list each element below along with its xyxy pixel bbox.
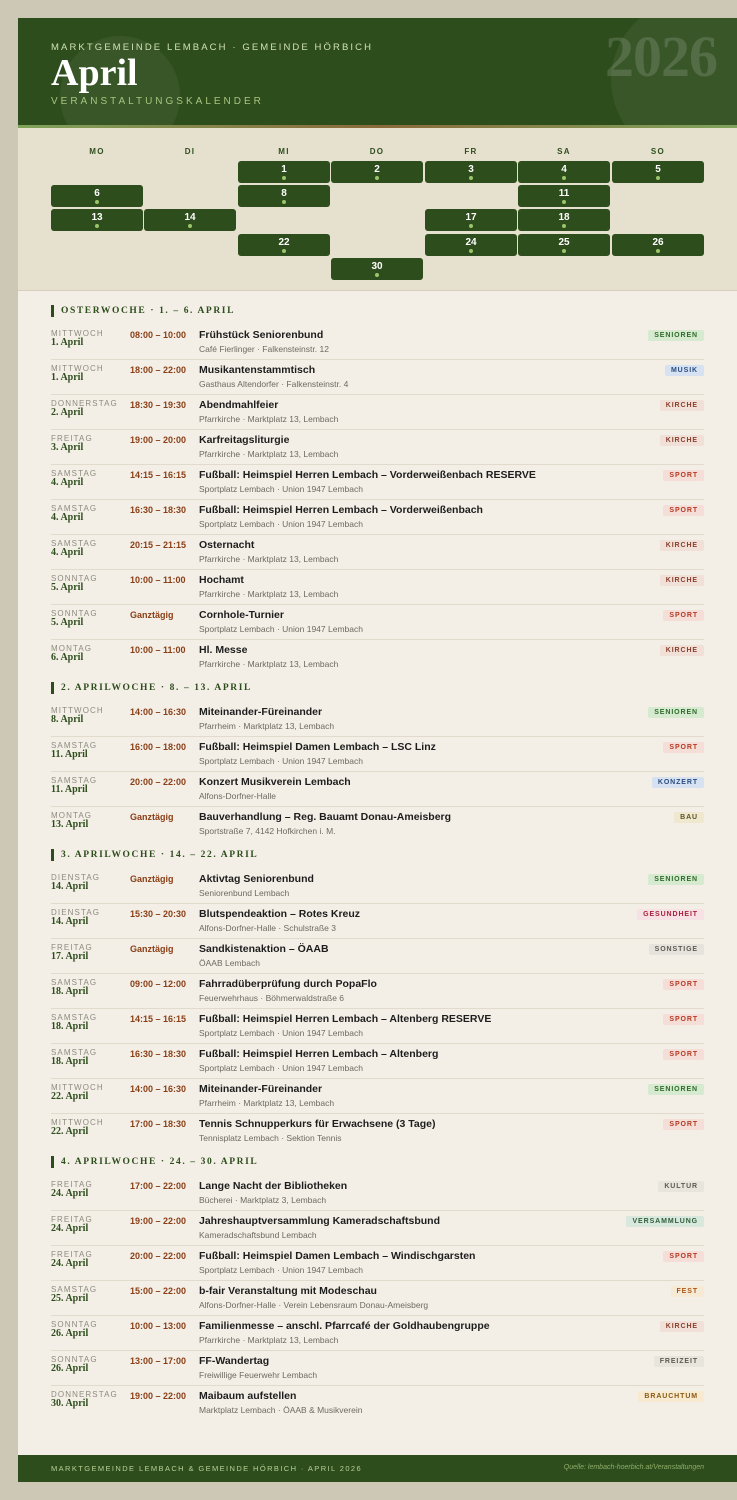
calendar-day-event[interactable]: [425, 161, 517, 183]
event-title: Fußball: Heimspiel Herren Lembach – Vorderweißenbach: [199, 504, 483, 516]
event-row[interactable]: [51, 1044, 704, 1079]
event-time: 20:15 – 21:15: [130, 540, 187, 550]
event-date: 24. April: [51, 1223, 89, 1234]
event-weekday: FREITAG: [51, 1180, 93, 1189]
event-title: Aktivtag Seniorenbund: [199, 873, 314, 885]
event-rows: [51, 325, 704, 675]
event-location: Alfons-Dorfner-Halle · Verein Lebensraum Donau-Ameisberg: [199, 1300, 429, 1310]
event-category-badge: FREIZEIT: [654, 1356, 704, 1367]
event-title: Fußball: Heimspiel Damen Lembach – LSC Linz: [199, 741, 436, 753]
event-weekday: SONNTAG: [51, 609, 98, 618]
event-location: Sportplatz Lembach · Union 1947 Lembach: [199, 1265, 363, 1275]
event-category-badge: MUSIK: [665, 365, 704, 376]
event-category-badge: SPORT: [663, 505, 704, 516]
event-row[interactable]: [51, 1009, 704, 1044]
week-section: [51, 305, 704, 675]
event-time: Ganztägig: [130, 944, 174, 954]
calendar-day-event[interactable]: [612, 161, 704, 183]
event-weekday: FREITAG: [51, 1215, 93, 1224]
event-row[interactable]: [51, 1351, 704, 1386]
event-dot-icon: [469, 224, 473, 228]
event-category-badge: GESUNDHEIT: [637, 909, 704, 920]
event-location: Sportplatz Lembach · Union 1947 Lembach: [199, 484, 363, 494]
event-location: Seniorenbund Lembach: [199, 888, 290, 898]
event-time: 17:00 – 18:30: [130, 1119, 187, 1129]
event-category-badge: KONZERT: [652, 777, 704, 788]
event-date: 11. April: [51, 749, 88, 760]
event-location: Feuerwehrhaus · Böhmerwaldstraße 6: [199, 993, 345, 1003]
event-date: 22. April: [51, 1126, 89, 1137]
event-dot-icon: [375, 176, 379, 180]
event-category-badge: SENIOREN: [648, 1084, 704, 1095]
event-location: Sportplatz Lembach · Union 1947 Lembach: [199, 1028, 363, 1038]
event-category-badge: SENIOREN: [648, 707, 704, 718]
event-row[interactable]: [51, 570, 704, 605]
calendar-day-number: 2: [374, 164, 380, 175]
event-date: 24. April: [51, 1188, 89, 1199]
event-location: Sportplatz Lembach · Union 1947 Lembach: [199, 624, 363, 634]
event-title: Karfreitagsliturgie: [199, 434, 290, 446]
weekday-header: DI: [184, 147, 196, 156]
event-time: 20:00 – 22:00: [130, 777, 187, 787]
event-title: Fußball: Heimspiel Herren Lembach – Altenberg RESERVE: [199, 1013, 492, 1025]
weekday-header: SO: [650, 147, 666, 156]
event-row[interactable]: [51, 1211, 704, 1246]
event-time: 10:00 – 11:00: [130, 575, 186, 585]
event-time: 08:00 – 10:00: [130, 330, 187, 340]
calendar-day-event[interactable]: [144, 209, 236, 231]
event-time: 14:15 – 16:15: [130, 470, 187, 480]
event-time: Ganztägig: [130, 610, 174, 620]
event-date: 4. April: [51, 512, 84, 523]
calendar-day-number: 5: [655, 164, 661, 175]
poster-footer: [18, 1455, 737, 1482]
event-date: 2. April: [51, 407, 84, 418]
event-title: Osternacht: [199, 539, 255, 551]
event-row[interactable]: [51, 1079, 704, 1114]
event-location: Sportplatz Lembach · Union 1947 Lembach: [199, 756, 363, 766]
calendar-day-number: 17: [465, 212, 477, 223]
calendar-day-event[interactable]: [238, 185, 330, 207]
event-location: Kameradschaftsbund Lembach: [199, 1230, 317, 1240]
event-row[interactable]: [51, 465, 704, 500]
event-date: 18. April: [51, 1056, 89, 1067]
event-title: Sandkistenaktion – ÖAAB: [199, 943, 329, 955]
calendar-day-event[interactable]: [51, 185, 143, 207]
event-date: 5. April: [51, 617, 84, 628]
event-date: 8. April: [51, 714, 84, 725]
event-weekday: DIENSTAG: [51, 873, 101, 882]
section-heading: 2. APRILWOCHE · 8. – 13. APRIL: [51, 682, 704, 694]
event-category-badge: SPORT: [663, 470, 704, 481]
event-row[interactable]: [51, 535, 704, 570]
event-weekday: MONTAG: [51, 811, 93, 820]
event-category-badge: BRAUCHTUM: [638, 1391, 704, 1402]
event-dot-icon: [95, 224, 99, 228]
event-category-badge: KIRCHE: [660, 435, 704, 446]
event-title: Hochamt: [199, 574, 244, 586]
event-row[interactable]: [51, 1386, 704, 1421]
event-location: Pfarrkirche · Marktplatz 13, Lembach: [199, 1335, 339, 1345]
week-section: [51, 1156, 704, 1421]
event-title: Blutspendeaktion – Rotes Kreuz: [199, 908, 361, 920]
calendar-day-event[interactable]: [238, 161, 330, 183]
event-weekday: SAMSTAG: [51, 741, 98, 750]
calendar-day-event[interactable]: [51, 209, 143, 231]
event-time: 15:30 – 20:30: [130, 909, 187, 919]
month-calendar: [18, 128, 737, 291]
event-location: Pfarrkirche · Marktplatz 13, Lembach: [199, 589, 339, 599]
event-rows: [51, 869, 704, 1149]
calendar-poster: [18, 18, 737, 1482]
event-weekday: DIENSTAG: [51, 908, 101, 917]
event-weekday: DONNERSTAG: [51, 399, 118, 408]
event-row[interactable]: [51, 395, 704, 430]
event-weekday: MITTWOCH: [51, 364, 104, 373]
event-row[interactable]: [51, 974, 704, 1009]
event-location: Tennisplatz Lembach · Sektion Tennis: [199, 1133, 342, 1143]
event-row[interactable]: [51, 1114, 704, 1149]
event-location: Sportstraße 7, 4142 Hofkirchen i. M.: [199, 826, 336, 836]
weekday-header: MO: [89, 147, 105, 156]
event-row[interactable]: [51, 1281, 704, 1316]
event-location: Gasthaus Altendorfer · Falkensteinstr. 4: [199, 379, 349, 389]
event-weekday: DONNERSTAG: [51, 1390, 118, 1399]
event-weekday: SAMSTAG: [51, 1013, 98, 1022]
event-row[interactable]: [51, 772, 704, 807]
event-weekday: FREITAG: [51, 434, 93, 443]
calendar-day-number: 22: [278, 237, 290, 248]
event-row[interactable]: [51, 605, 704, 640]
event-time: 14:15 – 16:15: [130, 1014, 187, 1024]
event-title: Tennis Schnupperkurs für Erwachsene (3 Tage): [199, 1118, 436, 1130]
event-title: Cornhole-Turnier: [199, 609, 284, 621]
event-title: Fußball: Heimspiel Herren Lembach – Vorderweißenbach RESERVE: [199, 469, 536, 481]
event-weekday: FREITAG: [51, 1250, 93, 1259]
weekday-header: FR: [464, 147, 478, 156]
event-row[interactable]: [51, 1246, 704, 1281]
event-time: 19:00 – 20:00: [130, 435, 187, 445]
event-category-badge: BAU: [674, 812, 704, 823]
event-weekday: FREITAG: [51, 943, 93, 952]
event-weekday: SAMSTAG: [51, 978, 98, 987]
event-weekday: SAMSTAG: [51, 776, 98, 785]
calendar-day-event[interactable]: [425, 209, 517, 231]
event-weekday: SONNTAG: [51, 1320, 98, 1329]
event-time: 10:00 – 13:00: [130, 1321, 187, 1331]
event-location: ÖAAB Lembach: [199, 958, 260, 968]
event-weekday: MITTWOCH: [51, 1118, 104, 1127]
event-location: Pfarrheim · Marktplatz 13, Lembach: [199, 1098, 335, 1108]
event-row[interactable]: [51, 869, 704, 904]
event-category-badge: KULTUR: [658, 1181, 704, 1192]
weekday-header: SA: [557, 147, 571, 156]
event-date: 11. April: [51, 784, 88, 795]
event-time: 09:00 – 12:00: [130, 979, 187, 989]
event-time: 18:00 – 22:00: [130, 365, 187, 375]
event-date: 5. April: [51, 582, 84, 593]
event-date: 4. April: [51, 477, 84, 488]
event-date: 13. April: [51, 819, 89, 830]
event-date: 30. April: [51, 1398, 89, 1409]
event-row[interactable]: [51, 807, 704, 842]
event-rows: [51, 702, 704, 842]
event-category-badge: KIRCHE: [660, 540, 704, 551]
event-location: Sportplatz Lembach · Union 1947 Lembach: [199, 1063, 363, 1073]
event-time: 16:30 – 18:30: [130, 1049, 187, 1059]
calendar-day-number: 3: [468, 164, 474, 175]
event-date: 1. April: [51, 337, 84, 348]
event-category-badge: KIRCHE: [660, 400, 704, 411]
event-category-badge: SENIOREN: [648, 874, 704, 885]
event-date: 14. April: [51, 881, 89, 892]
event-category-badge: KIRCHE: [660, 1321, 704, 1332]
event-date: 24. April: [51, 1258, 89, 1269]
event-weekday: SAMSTAG: [51, 504, 98, 513]
event-date: 3. April: [51, 442, 84, 453]
event-row[interactable]: [51, 1316, 704, 1351]
event-title: Fußball: Heimspiel Damen Lembach – Windischgarsten: [199, 1250, 476, 1262]
event-date: 4. April: [51, 547, 84, 558]
event-title: Fahrradüberprüfung durch PopaFlo: [199, 978, 377, 990]
calendar-day-number: 11: [558, 188, 570, 199]
event-title: Lange Nacht der Bibliotheken: [199, 1180, 348, 1192]
event-date: 22. April: [51, 1091, 89, 1102]
event-category-badge: SPORT: [663, 1014, 704, 1025]
event-location: Pfarrkirche · Marktplatz 13, Lembach: [199, 554, 339, 564]
event-dot-icon: [562, 200, 566, 204]
event-row[interactable]: [51, 939, 704, 974]
event-category-badge: SPORT: [663, 1251, 704, 1262]
event-time: 19:00 – 22:00: [130, 1216, 187, 1226]
event-date: 6. April: [51, 652, 84, 663]
calendar-day-event[interactable]: [331, 258, 423, 280]
calendar-day-number: 13: [91, 212, 103, 223]
event-date: 18. April: [51, 986, 89, 997]
event-category-badge: SPORT: [663, 742, 704, 753]
event-category-badge: SONSTIGE: [649, 944, 704, 955]
event-time: 16:00 – 18:00: [130, 742, 187, 752]
event-title: Fußball: Heimspiel Herren Lembach – Altenberg: [199, 1048, 439, 1060]
calendar-day-number: 18: [558, 212, 570, 223]
event-location: Freiwillige Feuerwehr Lembach: [199, 1370, 318, 1380]
event-row[interactable]: [51, 737, 704, 772]
event-date: 1. April: [51, 372, 84, 383]
event-category-badge: SPORT: [663, 610, 704, 621]
calendar-day-event[interactable]: [238, 234, 330, 256]
calendar-day-number: 24: [465, 237, 477, 248]
event-title: Miteinander-Füreinander: [199, 706, 323, 718]
event-dot-icon: [469, 249, 473, 253]
event-title: Familienmesse – anschl. Pfarrcafé der Goldhaubengruppe: [199, 1320, 490, 1332]
event-location: Sportplatz Lembach · Union 1947 Lembach: [199, 519, 363, 529]
event-dot-icon: [562, 176, 566, 180]
event-weekday: SONNTAG: [51, 574, 98, 583]
event-title: Miteinander-Füreinander: [199, 1083, 323, 1095]
section-heading: OSTERWOCHE · 1. – 6. APRIL: [51, 305, 704, 317]
event-time: 14:00 – 16:30: [130, 707, 187, 717]
calendar-day-number: 14: [184, 212, 196, 223]
event-date: 18. April: [51, 1021, 89, 1032]
event-location: Pfarrheim · Marktplatz 13, Lembach: [199, 721, 335, 731]
event-time: 17:00 – 22:00: [130, 1181, 187, 1191]
weekday-header: MI: [278, 147, 290, 156]
calendar-day-event[interactable]: [518, 209, 610, 231]
calendar-day-number: 4: [561, 164, 567, 175]
calendar-day-event[interactable]: [518, 161, 610, 183]
event-title: Hl. Messe: [199, 644, 248, 656]
calendar-day-number: 1: [281, 164, 287, 175]
event-row[interactable]: [51, 325, 704, 360]
event-weekday: MITTWOCH: [51, 1083, 104, 1092]
event-dot-icon: [282, 200, 286, 204]
event-date: 14. April: [51, 916, 89, 927]
event-weekday: SAMSTAG: [51, 1285, 98, 1294]
event-row[interactable]: [51, 702, 704, 737]
event-category-badge: FEST: [671, 1286, 705, 1297]
event-category-badge: KIRCHE: [660, 575, 704, 586]
event-date: 25. April: [51, 1293, 89, 1304]
event-location: Café Fierlinger · Falkensteinstr. 12: [199, 344, 329, 354]
event-weekday: MONTAG: [51, 644, 93, 653]
event-row[interactable]: [51, 640, 704, 675]
event-time: 18:30 – 19:30: [130, 400, 187, 410]
event-category-badge: VERSAMMLUNG: [626, 1216, 704, 1227]
event-weekday: SAMSTAG: [51, 469, 98, 478]
calendar-day-event[interactable]: [425, 234, 517, 256]
calendar-day-event[interactable]: [331, 161, 423, 183]
event-location: Alfons-Dorfner-Halle · Schulstraße 3: [199, 923, 336, 933]
event-date: 26. April: [51, 1328, 89, 1339]
event-category-badge: SPORT: [663, 979, 704, 990]
week-section: [51, 849, 704, 1149]
calendar-day-number: 25: [558, 237, 570, 248]
event-title: Bauverhandlung – Reg. Bauamt Donau-Ameisberg: [199, 811, 452, 823]
event-category-badge: SENIOREN: [648, 330, 704, 341]
section-heading: 4. APRILWOCHE · 24. – 30. APRIL: [51, 1156, 704, 1168]
event-dot-icon: [95, 200, 99, 204]
calendar-day-event[interactable]: [518, 234, 610, 256]
year-watermark: 2026: [605, 24, 717, 89]
poster-header: [18, 18, 737, 125]
event-title: b-fair Veranstaltung mit Modeschau: [199, 1285, 377, 1297]
event-time: Ganztägig: [130, 874, 174, 884]
event-title: FF-Wandertag: [199, 1355, 270, 1367]
page-title: April: [51, 52, 138, 94]
event-time: 20:00 – 22:00: [130, 1251, 187, 1261]
calendar-day-number: 6: [94, 188, 100, 199]
event-category-badge: SPORT: [663, 1119, 704, 1130]
event-time: 10:00 – 11:00: [130, 645, 186, 655]
event-location: Bücherei · Marktplatz 3, Lembach: [199, 1195, 327, 1205]
event-dot-icon: [282, 176, 286, 180]
event-dot-icon: [469, 176, 473, 180]
event-rows: [51, 1176, 704, 1421]
event-weekday: MITTWOCH: [51, 329, 104, 338]
event-location: Pfarrkirche · Marktplatz 13, Lembach: [199, 449, 339, 459]
event-time: 14:00 – 16:30: [130, 1084, 187, 1094]
header-kicker: MARKTGEMEINDE LEMBACH · GEMEINDE HÖRBICH: [51, 42, 374, 53]
weekday-header: DO: [369, 147, 385, 156]
event-dot-icon: [562, 224, 566, 228]
event-title: Frühstück Seniorenbund: [199, 329, 324, 341]
event-title: Maibaum aufstellen: [199, 1390, 297, 1402]
event-row[interactable]: [51, 500, 704, 535]
event-title: Konzert Musikverein Lembach: [199, 776, 351, 788]
event-row[interactable]: [51, 904, 704, 939]
section-heading: 3. APRILWOCHE · 14. – 22. APRIL: [51, 849, 704, 861]
event-category-badge: SPORT: [663, 1049, 704, 1060]
event-weekday: MITTWOCH: [51, 706, 104, 715]
event-dot-icon: [656, 176, 660, 180]
event-weekday: SAMSTAG: [51, 1048, 98, 1057]
event-time: 13:00 – 17:00: [130, 1356, 187, 1366]
header-subtitle: VERANSTALTUNGSKALENDER: [51, 96, 264, 107]
calendar-day-number: 8: [281, 188, 287, 199]
event-dot-icon: [282, 249, 286, 253]
event-time: 15:00 – 22:00: [130, 1286, 187, 1296]
event-category-badge: KIRCHE: [660, 645, 704, 656]
event-location: Pfarrkirche · Marktplatz 13, Lembach: [199, 659, 339, 669]
event-dot-icon: [656, 249, 660, 253]
footer-credit: MARKTGEMEINDE LEMBACH & GEMEINDE HÖRBICH · APRIL 2026: [51, 1464, 363, 1473]
event-date: 26. April: [51, 1363, 89, 1374]
calendar-day-number: 26: [652, 237, 664, 248]
event-weekday: SONNTAG: [51, 1355, 98, 1364]
event-title: Musikantenstammtisch: [199, 364, 316, 376]
calendar-day-event[interactable]: [518, 185, 610, 207]
event-title: Jahreshauptversammlung Kameradschaftsbund: [199, 1215, 440, 1227]
event-row[interactable]: [51, 430, 704, 465]
event-weekday: SAMSTAG: [51, 539, 98, 548]
event-location: Alfons-Dorfner-Halle: [199, 791, 276, 801]
calendar-day-event[interactable]: [612, 234, 704, 256]
event-location: Pfarrkirche · Marktplatz 13, Lembach: [199, 414, 339, 424]
event-date: 17. April: [51, 951, 89, 962]
event-row[interactable]: [51, 360, 704, 395]
footer-source: Quelle: lembach-hoerbich.at/Veranstaltungen: [563, 1464, 704, 1471]
event-time: Ganztägig: [130, 812, 174, 822]
week-section: [51, 682, 704, 842]
event-title: Abendmahlfeier: [199, 399, 279, 411]
event-dot-icon: [375, 273, 379, 277]
event-location: Marktplatz Lembach · ÖAAB & Musikverein: [199, 1405, 363, 1415]
calendar-day-number: 30: [371, 261, 383, 272]
event-time: 19:00 – 22:00: [130, 1391, 187, 1401]
event-time: 16:30 – 18:30: [130, 505, 187, 515]
event-dot-icon: [562, 249, 566, 253]
event-dot-icon: [188, 224, 192, 228]
event-row[interactable]: [51, 1176, 704, 1211]
